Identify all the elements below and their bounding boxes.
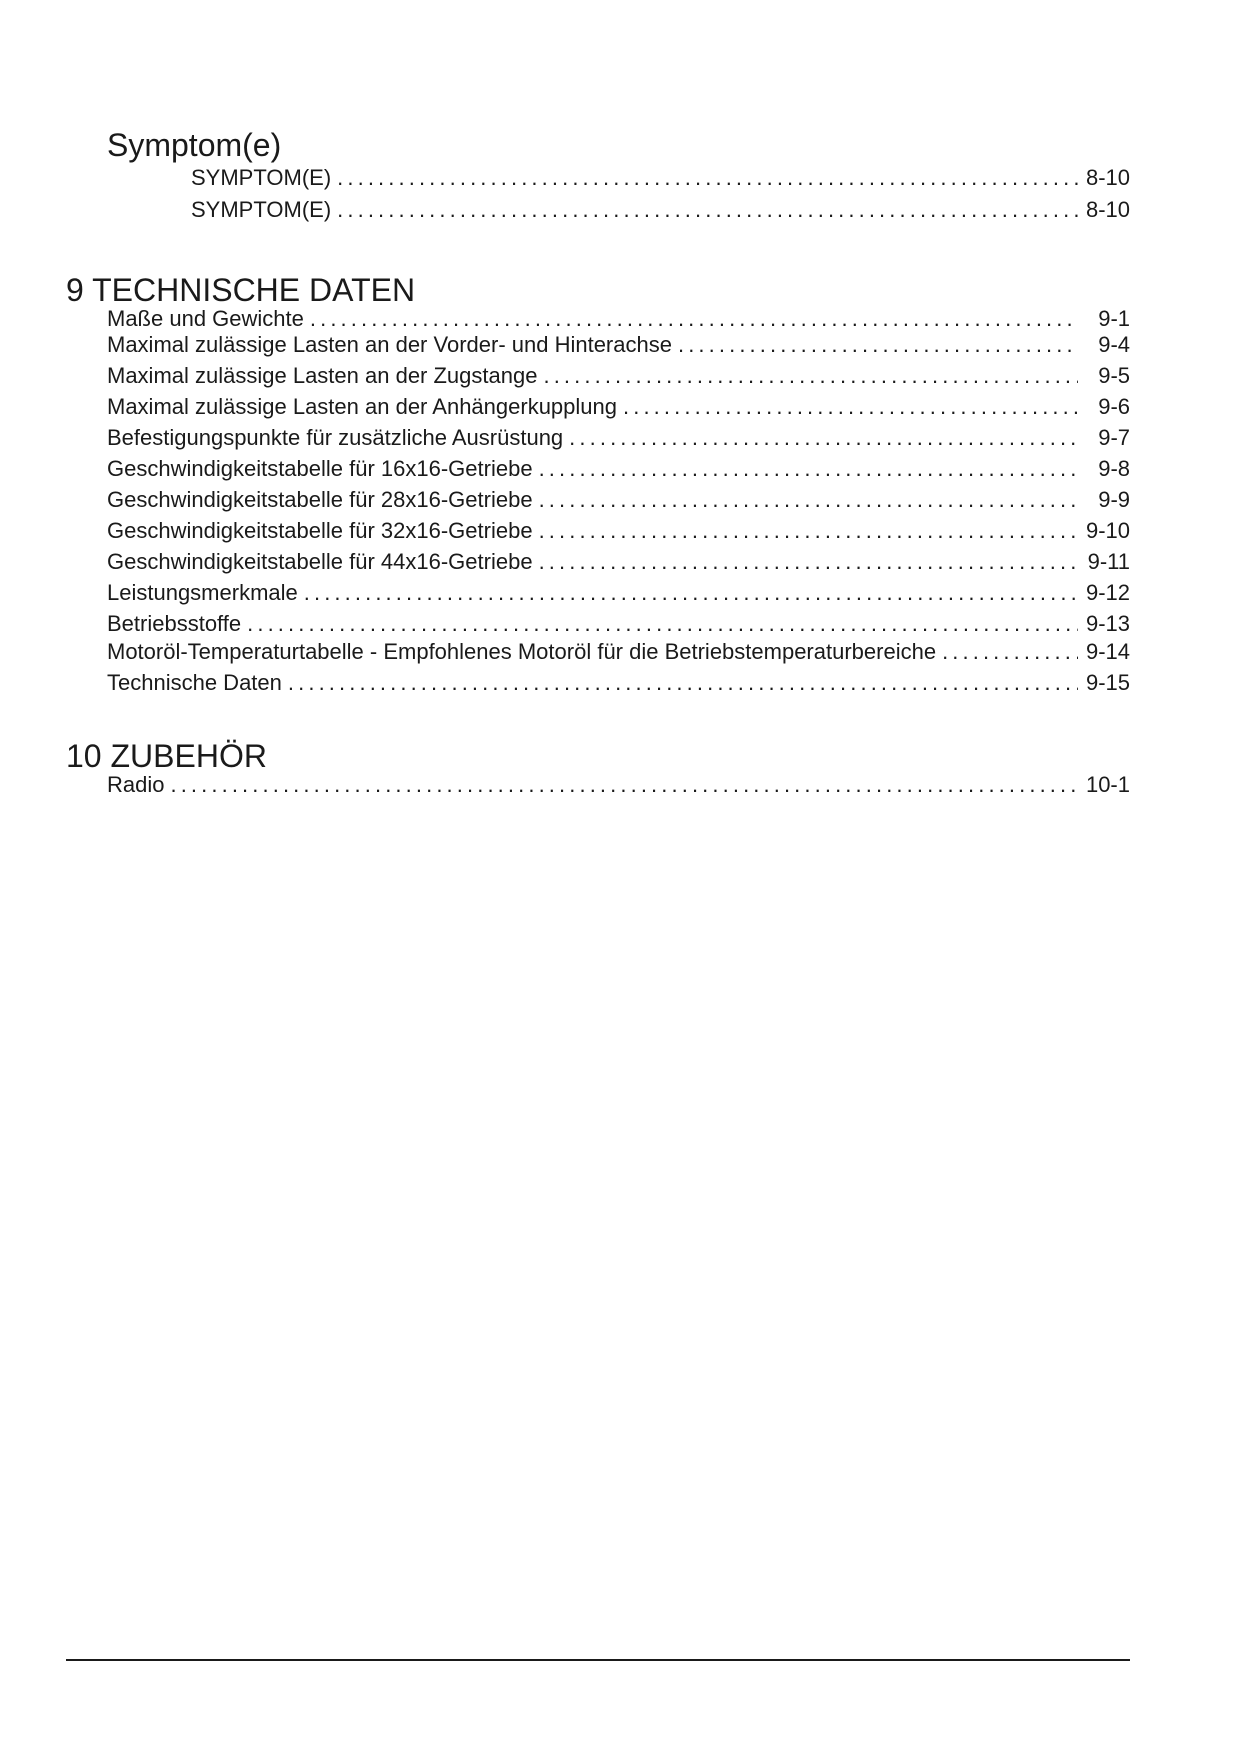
toc-entry[interactable] [191,165,1130,197]
toc-entry[interactable] [107,487,1130,518]
footer-rule [66,1659,1130,1661]
toc-entry-page: 8-10 [1085,197,1130,222]
toc-entry-page: 9-6 [1098,394,1130,419]
toc-entry-page: 8-10 [1085,165,1130,190]
dot-leader [623,394,1078,420]
toc-entry[interactable] [107,639,1130,670]
toc-entry-title: Technische Daten [107,670,282,695]
toc-entry[interactable] [107,306,1130,332]
toc-entry[interactable] [107,670,1130,701]
toc-entry-title: Motoröl-Temperaturtabelle - Empfohlenes Motoröl für die Betriebstemperaturbereiche [107,639,937,664]
toc-entry-page: 10-1 [1085,772,1130,797]
toc-entry-page: 9-4 [1098,332,1130,357]
toc-entry[interactable] [107,332,1130,363]
toc-entry[interactable] [107,580,1130,611]
dot-leader [539,549,1078,575]
dot-leader [247,611,1078,637]
toc-entry-title: SYMPTOM(E) [191,165,332,190]
toc-entry-title: Maximal zulässige Lasten an der Vorder- und Hinterachse [107,332,672,357]
toc-entry-title: Maximal zulässige Lasten an der Anhängerkupplung [107,394,617,419]
toc-entry-page: 9-7 [1098,425,1130,450]
toc-entry-page: 9-13 [1085,611,1130,636]
toc-entry-page: 9-5 [1098,363,1130,388]
chapter-heading-10: 10 ZUBEHÖR [66,738,267,774]
dot-leader [539,456,1078,482]
toc-entry-title: Geschwindigkeitstabelle für 16x16-Getriebe [107,456,533,481]
toc-entry-title: Maße und Gewichte [107,306,304,331]
chapter-heading-9: 9 TECHNISCHE DATEN [66,272,416,308]
toc-entry-title: Maximal zulässige Lasten an der Zugstange [107,363,538,388]
toc-entry-title: SYMPTOM(E) [191,197,332,222]
dot-leader [337,165,1078,191]
dot-leader [569,425,1078,451]
dot-leader [310,306,1078,332]
toc-list-chapter-10 [107,772,1130,802]
toc-entry-page: 9-8 [1098,456,1130,481]
toc-entry[interactable] [107,456,1130,487]
toc-entry-title: Betriebsstoffe [107,611,242,636]
toc-entry[interactable] [107,425,1130,456]
toc-entry[interactable] [107,611,1130,639]
toc-entry-page: 9-9 [1098,487,1130,512]
toc-entry-title: Geschwindigkeitstabelle für 44x16-Getriebe [107,549,533,574]
toc-entry-page: 9-1 [1098,306,1130,331]
toc-entry-title: Radio [107,772,165,797]
toc-list-chapter-9 [107,306,1130,701]
dot-leader [170,772,1078,798]
toc-entry[interactable] [191,197,1130,229]
dot-leader [337,197,1078,223]
dot-leader [539,487,1078,513]
dot-leader [942,639,1078,665]
toc-entry[interactable] [107,549,1130,580]
toc-entry-page: 9-10 [1085,518,1130,543]
toc-entry-title: Geschwindigkeitstabelle für 32x16-Getriebe [107,518,533,543]
toc-entry-title: Befestigungspunkte für zusätzliche Ausrüstung [107,425,564,450]
toc-entry[interactable] [107,363,1130,394]
dot-leader [304,580,1078,606]
section-heading-symptom: Symptom(e) [107,127,282,163]
toc-list-symptom [191,165,1130,229]
toc-entry-page: 9-14 [1085,639,1130,664]
toc-entry-page: 9-11 [1087,549,1130,574]
dot-leader [288,670,1078,696]
dot-leader [543,363,1078,389]
toc-entry[interactable] [107,518,1130,549]
toc-entry[interactable] [107,772,1130,802]
toc-entry-title: Geschwindigkeitstabelle für 28x16-Getriebe [107,487,533,512]
toc-entry-title: Leistungsmerkmale [107,580,298,605]
toc-entry-page: 9-12 [1085,580,1130,605]
dot-leader [539,518,1078,544]
toc-entry-page: 9-15 [1085,670,1130,695]
dot-leader [678,332,1078,358]
toc-entry[interactable] [107,394,1130,425]
